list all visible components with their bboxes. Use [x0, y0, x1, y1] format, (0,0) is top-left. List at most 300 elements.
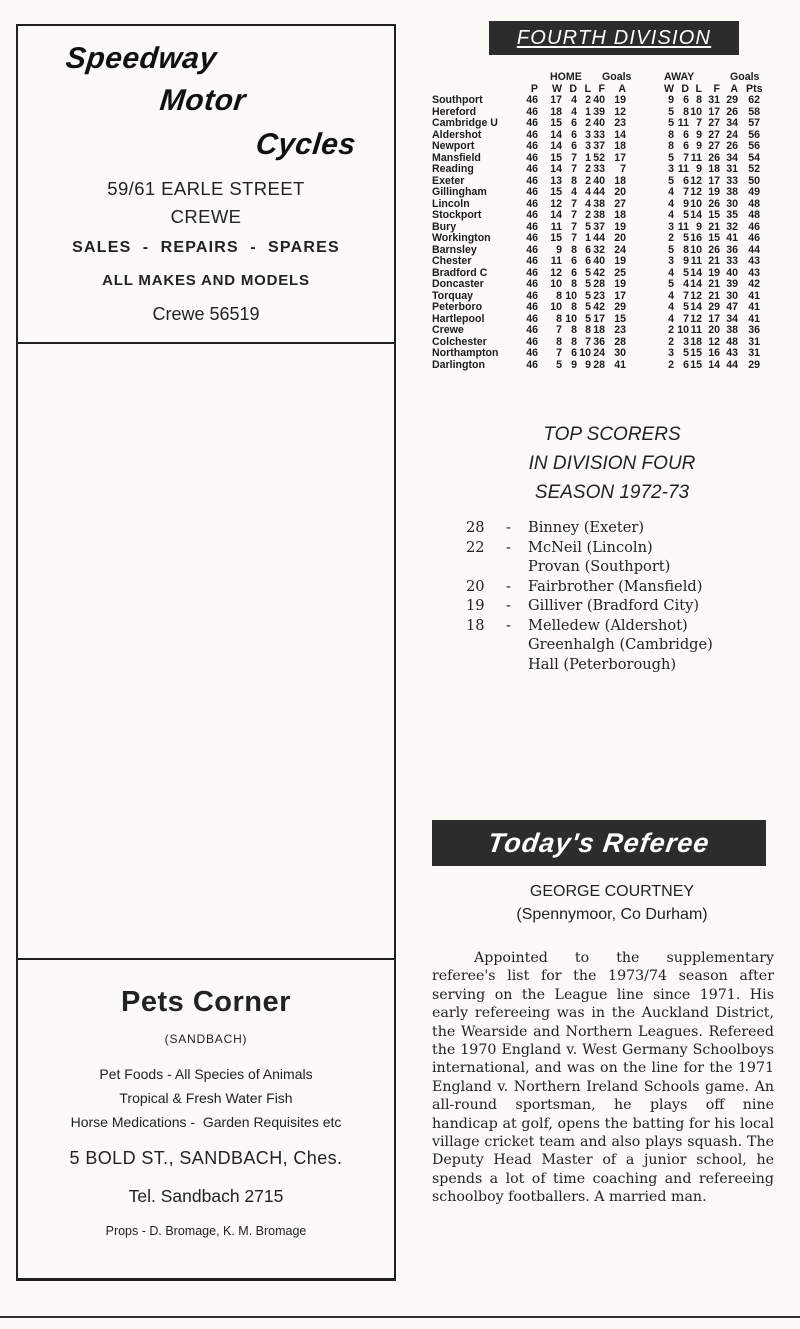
table-cell: 46 [526, 347, 538, 359]
table-cell: 5 [683, 301, 689, 313]
scorer-goals: 18 [466, 616, 485, 634]
referee-location: (Spennymoor, Co Durham) [516, 906, 708, 923]
table-cell: 1 [585, 232, 591, 244]
table-cell: 5 [585, 266, 591, 279]
team-name: Bury [432, 220, 457, 233]
column-header: F [713, 82, 720, 95]
table-cell: 12 [550, 266, 562, 279]
speedway-logo-line2: Motor [158, 84, 248, 117]
table-cell: 15 [550, 186, 562, 198]
scorer-dash: - [506, 538, 511, 556]
table-row [432, 279, 792, 291]
table-cell: 20 [708, 324, 720, 336]
referee-bio: Appointed to the supplementary referee's list for the 1973/74 season after serving on the League line since 1971. His early refereeing was in the Auckland District, the Wearside and Northern Leagues. Refereed the 1970 England v. West Germany Schoolboys international, and was on the line for the 1971 England v. Northern Ireland Schools game. An all-round sportsman, he plays off nine handicap at golf, opens the batting for his local village cricket team and also plays squash. The Deputy Head Master of a junior school, he spends a lot of time coaching and refereeing schoolboy footballers. A married man. [432, 950, 774, 1206]
table-cell: 48 [726, 335, 738, 348]
table-cell: 12 [550, 197, 562, 210]
table-cell: 42 [593, 266, 605, 279]
table-cell: 10 [565, 312, 577, 325]
league-column-header-row [432, 84, 792, 96]
table-cell: 6 [571, 255, 577, 267]
speedway-logo-line3: Cycles [254, 128, 358, 161]
table-cell: 8 [556, 289, 562, 302]
table-cell: 5 [683, 232, 689, 244]
table-cell: 50 [748, 174, 760, 187]
table-cell: 29 [614, 301, 626, 313]
table-cell: 3 [668, 220, 674, 233]
table-cell: 7 [696, 117, 702, 129]
table-cell: 8 [683, 105, 689, 118]
table-cell: 43 [748, 255, 760, 267]
table-cell: 3 [668, 255, 674, 267]
table-cell: 48 [748, 197, 760, 210]
scorer-goals: 22 [466, 538, 485, 556]
table-cell: 12 [614, 105, 626, 118]
table-cell: 17 [614, 289, 626, 302]
team-name: Torquay [432, 289, 474, 302]
table-cell: 14 [550, 163, 562, 175]
table-cell: 44 [593, 186, 605, 198]
table-cell: 46 [526, 301, 538, 313]
table-cell: 11 [677, 117, 689, 129]
table-cell: 8 [571, 301, 577, 313]
table-cell: 7 [556, 347, 562, 359]
team-name: Exeter [432, 174, 465, 187]
table-cell: 18 [614, 174, 626, 187]
table-cell: 4 [668, 266, 674, 279]
table-cell: 46 [526, 197, 538, 210]
column-header: L [695, 82, 702, 95]
list-item [466, 616, 786, 636]
scorer-goals: 28 [466, 519, 485, 536]
table-cell: 27 [614, 197, 626, 210]
table-cell: 33 [593, 128, 605, 141]
team-name: Barnsley [432, 243, 477, 256]
table-cell: 19 [708, 266, 720, 279]
table-cell: 8 [556, 312, 562, 325]
table-cell: 20 [614, 232, 626, 244]
table-cell: 7 [571, 151, 577, 164]
team-name: Southport [432, 94, 483, 106]
table-cell: 18 [690, 335, 702, 348]
away-group-header: AWAY [664, 71, 695, 83]
table-cell: 46 [526, 209, 538, 221]
column-header: D [569, 82, 577, 95]
table-cell: 2 [585, 94, 591, 106]
table-row [432, 245, 792, 257]
table-cell: 9 [585, 358, 591, 371]
table-cell: 41 [748, 301, 760, 313]
table-cell: 11 [690, 324, 702, 336]
table-cell: 46 [526, 151, 538, 164]
team-name: Newport [432, 140, 475, 152]
table-cell: 34 [726, 151, 738, 164]
referee-banner-text: Today's Referee [486, 828, 712, 858]
table-cell: 19 [614, 94, 626, 106]
table-cell: 30 [726, 289, 738, 302]
list-item [466, 596, 786, 616]
table-cell: 46 [526, 232, 538, 244]
team-name: Mansfield [432, 151, 481, 164]
league-group-header-row [432, 72, 792, 84]
column-header: A [730, 82, 738, 95]
pets-corner-address: 5 BOLD ST., SANDBACH, Ches. [69, 1148, 343, 1168]
table-cell: 10 [550, 301, 562, 313]
table-cell: 46 [526, 128, 538, 141]
pets-corner-advert [18, 960, 394, 1278]
table-cell: 19 [614, 220, 626, 233]
table-cell: 18 [708, 163, 720, 175]
column-header: P [530, 82, 538, 95]
table-row [432, 268, 792, 280]
table-row [432, 360, 792, 372]
table-cell: 3 [585, 128, 591, 141]
table-cell: 38 [593, 197, 605, 210]
table-cell: 2 [585, 117, 591, 129]
table-cell: 1 [585, 105, 591, 118]
table-cell: 14 [614, 128, 626, 141]
table-cell: 3 [668, 163, 674, 175]
team-name: Darlington [432, 358, 485, 371]
table-cell: 40 [593, 94, 605, 106]
table-cell: 23 [614, 117, 626, 129]
table-cell: 11 [690, 151, 702, 164]
table-cell: 5 [585, 301, 591, 313]
table-cell: 44 [593, 232, 605, 244]
table-cell: 39 [726, 278, 738, 290]
table-cell: 15 [550, 232, 562, 244]
scorer-dash: - [506, 597, 511, 614]
table-row [432, 348, 792, 360]
table-cell: 46 [526, 335, 538, 348]
table-cell: 21 [708, 220, 720, 233]
table-row [432, 199, 792, 211]
table-cell: 43 [726, 347, 738, 359]
table-cell: 7 [683, 151, 689, 164]
speedway-advert [18, 26, 394, 342]
table-cell: 9 [571, 358, 577, 371]
table-cell: 46 [526, 220, 538, 233]
table-cell: 42 [593, 301, 605, 313]
table-cell: 21 [708, 255, 720, 267]
team-name: Stockport [432, 209, 482, 221]
table-cell: 26 [708, 243, 720, 256]
table-cell: 12 [690, 312, 702, 325]
table-cell: 2 [585, 174, 591, 187]
table-cell: 41 [748, 312, 760, 325]
speedway-services: SALES - REPAIRS - SPARES [72, 239, 340, 256]
column-header: L [584, 82, 591, 95]
table-cell: 11 [550, 220, 562, 233]
table-cell: 11 [690, 255, 702, 267]
table-cell: 9 [556, 243, 562, 256]
table-cell: 9 [683, 197, 689, 210]
table-cell: 29 [708, 301, 720, 313]
table-cell: 20 [614, 186, 626, 198]
table-cell: 3 [683, 335, 689, 348]
table-cell: 8 [571, 324, 577, 336]
table-cell: 41 [726, 232, 738, 244]
table-cell: 10 [579, 347, 591, 359]
table-cell: 46 [526, 163, 538, 175]
table-cell: 44 [726, 358, 738, 371]
table-cell: 47 [726, 301, 738, 313]
table-cell: 4 [585, 197, 591, 210]
table-cell: 10 [690, 105, 702, 118]
referee-banner [432, 820, 766, 866]
table-cell: 8 [683, 243, 689, 256]
table-cell: 33 [726, 174, 738, 187]
table-cell: 5 [556, 358, 562, 371]
table-cell: 11 [677, 163, 689, 175]
table-cell: 27 [708, 117, 720, 129]
table-cell: 52 [748, 163, 760, 175]
table-cell: 28 [593, 358, 605, 371]
table-cell: 41 [614, 358, 626, 371]
division-banner-text: FOURTH DIVISION [516, 27, 712, 49]
table-cell: 29 [748, 358, 760, 371]
table-cell: 26 [726, 105, 738, 118]
team-name: Cambridge U [432, 117, 498, 129]
table-cell: 7 [571, 197, 577, 210]
table-cell: 14 [690, 266, 702, 279]
team-name: Reading [432, 163, 474, 175]
table-cell: 2 [668, 324, 674, 336]
scorer-dash: - [506, 519, 511, 536]
table-cell: 1 [585, 151, 591, 164]
list-item [466, 655, 786, 675]
table-cell: 18 [614, 209, 626, 221]
table-cell: 33 [726, 255, 738, 267]
scorer-name: Hall (Peterborough) [528, 655, 677, 673]
table-cell: 21 [708, 289, 720, 302]
table-cell: 17 [708, 312, 720, 325]
table-cell: 21 [708, 278, 720, 290]
table-cell: 4 [668, 312, 674, 325]
table-cell: 19 [614, 278, 626, 290]
table-row [432, 291, 792, 303]
pets-corner-line2: Tropical & Fresh Water Fish [119, 1090, 293, 1106]
scorers-title-line2: IN DIVISION FOUR [528, 453, 696, 474]
home-goals-header: Goals [602, 71, 632, 83]
table-cell: 8 [668, 140, 674, 152]
table-cell: 6 [683, 128, 689, 141]
table-cell: 15 [550, 151, 562, 164]
table-cell: 26 [726, 140, 738, 152]
table-cell: 6 [571, 266, 577, 279]
table-cell: 26 [708, 151, 720, 164]
table-cell: 4 [571, 94, 577, 106]
pets-corner-title: Pets Corner [121, 986, 291, 1018]
table-cell: 52 [593, 151, 605, 164]
table-cell: 4 [683, 278, 689, 290]
column-header: W [664, 82, 674, 95]
table-cell: 23 [614, 324, 626, 336]
pets-corner-subtitle: (SANDBACH) [164, 1032, 248, 1046]
table-cell: 4 [585, 186, 591, 198]
table-cell: 9 [696, 220, 702, 233]
table-cell: 29 [726, 94, 738, 106]
scorer-name: Provan (Southport) [528, 558, 671, 575]
table-cell: 6 [683, 94, 689, 106]
table-cell: 5 [668, 117, 674, 129]
table-cell: 8 [571, 278, 577, 290]
table-cell: 42 [748, 278, 760, 290]
scorer-goals: 19 [466, 597, 485, 614]
pets-corner-props: Props - D. Bromage, K. M. Bromage [105, 1224, 307, 1238]
table-cell: 46 [748, 220, 760, 233]
scorers-title-line3: SEASON 1972-73 [534, 482, 690, 503]
table-cell: 40 [726, 266, 738, 279]
table-cell: 25 [614, 266, 626, 279]
list-item [466, 538, 786, 558]
table-cell: 38 [726, 186, 738, 198]
table-cell: 4 [571, 186, 577, 198]
table-cell: 4 [668, 197, 674, 210]
table-cell: 6 [571, 128, 577, 141]
table-cell: 37 [593, 140, 605, 152]
table-cell: 18 [614, 140, 626, 152]
table-cell: 7 [683, 186, 689, 198]
pets-corner-phone: Tel. Sandbach 2715 [128, 1186, 284, 1206]
table-cell: 46 [526, 105, 538, 118]
table-cell: 2 [585, 163, 591, 175]
scorer-name: Greenhalgh (Cambridge) [528, 636, 713, 653]
table-cell: 31 [748, 335, 760, 348]
table-cell: 14 [550, 209, 562, 221]
table-row [432, 256, 792, 268]
table-cell: 56 [748, 140, 760, 152]
table-cell: 6 [683, 140, 689, 152]
speedway-address-line1: 59/61 EARLE STREET [107, 178, 305, 199]
table-cell: 5 [585, 312, 591, 325]
table-cell: 2 [585, 209, 591, 221]
table-cell: 62 [748, 94, 760, 106]
table-cell: 40 [593, 117, 605, 129]
table-cell: 26 [708, 197, 720, 210]
table-cell: 9 [696, 163, 702, 175]
table-cell: 17 [550, 94, 562, 106]
table-cell: 40 [593, 255, 605, 267]
table-cell: 5 [683, 266, 689, 279]
scorer-name: McNeil (Lincoln) [528, 538, 653, 556]
table-cell: 7 [683, 289, 689, 302]
scorer-name: Gilliver (Bradford City) [528, 597, 700, 614]
scorer-name: Fairbrother (Mansfield) [528, 577, 703, 595]
league-table [432, 72, 792, 371]
table-cell: 14 [690, 209, 702, 221]
table-cell: 9 [683, 255, 689, 267]
table-cell: 46 [526, 243, 538, 256]
table-cell: 5 [585, 278, 591, 290]
scorer-goals: 20 [466, 577, 485, 595]
table-row [432, 153, 792, 165]
table-cell: 19 [614, 255, 626, 267]
scorer-name: Melledew (Aldershot) [528, 616, 688, 634]
table-cell: 24 [593, 347, 605, 359]
column-header: W [552, 82, 562, 95]
table-cell: 9 [668, 94, 674, 106]
table-cell: 6 [571, 347, 577, 359]
table-cell: 5 [683, 209, 689, 221]
table-cell: 40 [593, 174, 605, 187]
table-cell: 19 [708, 186, 720, 198]
table-cell: 30 [614, 347, 626, 359]
advert-frame [16, 24, 396, 1281]
column-header: D [681, 82, 689, 95]
table-row [432, 141, 792, 153]
table-row [432, 314, 792, 326]
table-cell: 33 [593, 163, 605, 175]
table-cell: 23 [593, 289, 605, 302]
table-cell: 5 [668, 278, 674, 290]
table-cell: 5 [668, 243, 674, 256]
table-cell: 34 [726, 312, 738, 325]
table-cell: 6 [585, 243, 591, 256]
table-cell: 11 [677, 220, 689, 233]
table-cell: 49 [748, 186, 760, 198]
table-cell: 8 [696, 94, 702, 106]
table-cell: 32 [726, 220, 738, 233]
table-cell: 31 [726, 163, 738, 175]
table-cell: 11 [550, 255, 562, 267]
table-cell: 14 [550, 140, 562, 152]
team-name: Lincoln [432, 197, 470, 210]
table-cell: 46 [526, 289, 538, 302]
team-name: Aldershot [432, 128, 482, 141]
table-cell: 3 [585, 140, 591, 152]
pets-corner-line1: Pet Foods - All Species of Animals [99, 1066, 313, 1082]
table-cell: 46 [526, 174, 538, 187]
table-row [432, 187, 792, 199]
table-cell: 6 [571, 140, 577, 152]
table-cell: 14 [690, 278, 702, 290]
table-cell: 36 [593, 335, 605, 348]
table-cell: 4 [571, 105, 577, 118]
team-name: Hereford [432, 105, 477, 118]
team-name: Colchester [432, 335, 487, 348]
team-name: Northampton [432, 347, 499, 359]
table-cell: 38 [726, 324, 738, 336]
column-header: F [598, 82, 605, 95]
advert-divider-top [18, 342, 394, 344]
table-cell: 8 [556, 335, 562, 348]
table-cell: 4 [668, 301, 674, 313]
table-cell: 10 [677, 324, 689, 336]
list-item [466, 557, 786, 577]
scorer-dash: - [506, 616, 511, 634]
table-cell: 12 [690, 174, 702, 187]
team-name: Chester [432, 255, 472, 267]
table-cell: 46 [526, 117, 538, 129]
table-cell: 15 [690, 347, 702, 359]
table-cell: 36 [726, 243, 738, 256]
table-cell: 5 [668, 174, 674, 187]
table-cell: 8 [571, 174, 577, 187]
table-cell: 7 [620, 163, 626, 175]
table-cell: 6 [683, 174, 689, 187]
table-cell: 44 [748, 243, 760, 256]
table-cell: 5 [683, 347, 689, 359]
table-cell: 46 [526, 324, 538, 336]
table-cell: 2 [668, 358, 674, 371]
table-cell: 5 [585, 289, 591, 302]
division-banner [489, 21, 739, 55]
table-cell: 17 [708, 174, 720, 187]
table-cell: 43 [748, 266, 760, 279]
table-cell: 30 [726, 197, 738, 210]
table-cell: 7 [571, 209, 577, 221]
table-cell: 18 [550, 105, 562, 118]
